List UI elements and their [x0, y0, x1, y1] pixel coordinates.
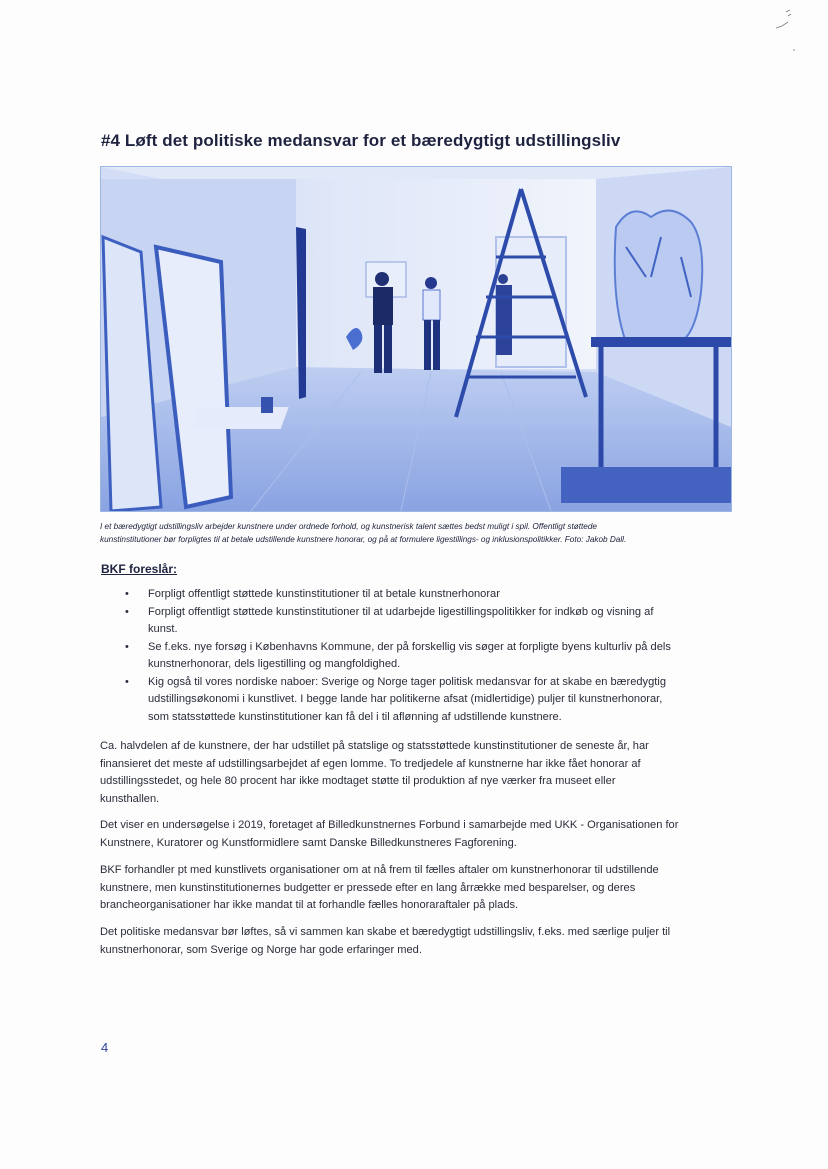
caption-line-2: kunstinstitutioner bør forpligtes til at betale udstillende kunstnere honorar, og på at formulere ligestillings- og inklusionspolitikker. Foto: Jakob Dall.: [100, 535, 627, 544]
bullet-icon: •: [125, 605, 129, 618]
bullet-icon: •: [125, 675, 129, 688]
caption-line-1: I et bæredygtigt udstillingsliv arbejder kunstnere under ordnede forhold, og kunstnerisk talent sættes bedst muligt i spil. Offentligt støttede: [100, 522, 597, 531]
proposals-subheading: BKF foreslår:: [101, 562, 178, 576]
list-item-text: Forpligt offentligt støttede kunstinstitutioner til at udarbejde ligestillingspolitikker for indkøb og visning af kunst.: [148, 605, 654, 635]
gallery-photo: [100, 166, 732, 512]
scan-pen-mark: [768, 8, 798, 53]
list-item-text: Forpligt offentligt støttede kunstinstitutioner til at betale kunstnerhonorar: [148, 588, 500, 600]
list-item: [100, 586, 730, 604]
list-item: [100, 604, 730, 639]
list-item: [100, 639, 730, 674]
photo-caption: [100, 520, 740, 546]
body-paragraph: Det viser en undersøgelse i 2019, foretaget af Billedkunstnernes Forbund i samarbejde med UKK - Organisationen for Kunstnere, Kuratorer og Kunstformidlere samt Danske Billedkunstneres Fagforening.: [100, 819, 679, 849]
gallery-photo-drawing: [101, 167, 731, 511]
bullet-icon: •: [125, 588, 129, 600]
body-paragraph: BKF forhandler pt med kunstlivets organisationer om at nå frem til fælles aftaler om kunstnerhonorar til udstillende kunstnere, men kunstinstitutionernes budgetter er pressede efter en lang årrække med besparelser, og deres brancheorganisationer har ikke mandat til at forhandle fælles honoraraftaler på plads.: [100, 864, 659, 911]
bullet-icon: •: [125, 640, 129, 653]
list-item-text: Kig også til vores nordiske naboer: Sverige og Norge tager politisk medansvar for at skabe en bæredygtig udstillingsøkonomi i kunstlivet. I begge lande har politikerne afsat (midlertidige) puljer til kunstnerhonorar, som statsstøttede kunstinstitutioner kan få del i til aflønning af udstillende kunstnere.: [148, 675, 666, 723]
proposal-list: [100, 586, 730, 726]
list-item: [100, 674, 730, 727]
page-number: 4: [101, 1040, 109, 1055]
body-paragraph: Det politiske medansvar bør løftes, så vi sammen kan skabe et bæredygtigt udstillingsliv, f.eks. med særlige puljer til kunstnerhonorar, som Sverige og Norge har gode erfaringer med.: [100, 926, 671, 956]
list-item-text: Se f.eks. nye forsøg i Københavns Kommune, der på forskellig vis søger at forpligte byens kulturliv på dels kunstnerhonorar, dels ligestilling og mangfoldighed.: [148, 640, 671, 670]
section-heading: #4 Løft det politiske medansvar for et bæredygtigt udstillingsliv: [101, 131, 621, 150]
body-paragraph: Ca. halvdelen af de kunstnere, der har udstillet på statslige og statsstøttede kunstinstitutioner de seneste år, har finansieret det meste af udstillingsarbejdet af egen lomme. To tredjedele af kunstnerne har ikke fået honorar af udstillingsstedet, og hele 80 procent har ikke modtaget støtte til produktion af nye værker fra museet eller kunsthallen.: [100, 740, 649, 805]
